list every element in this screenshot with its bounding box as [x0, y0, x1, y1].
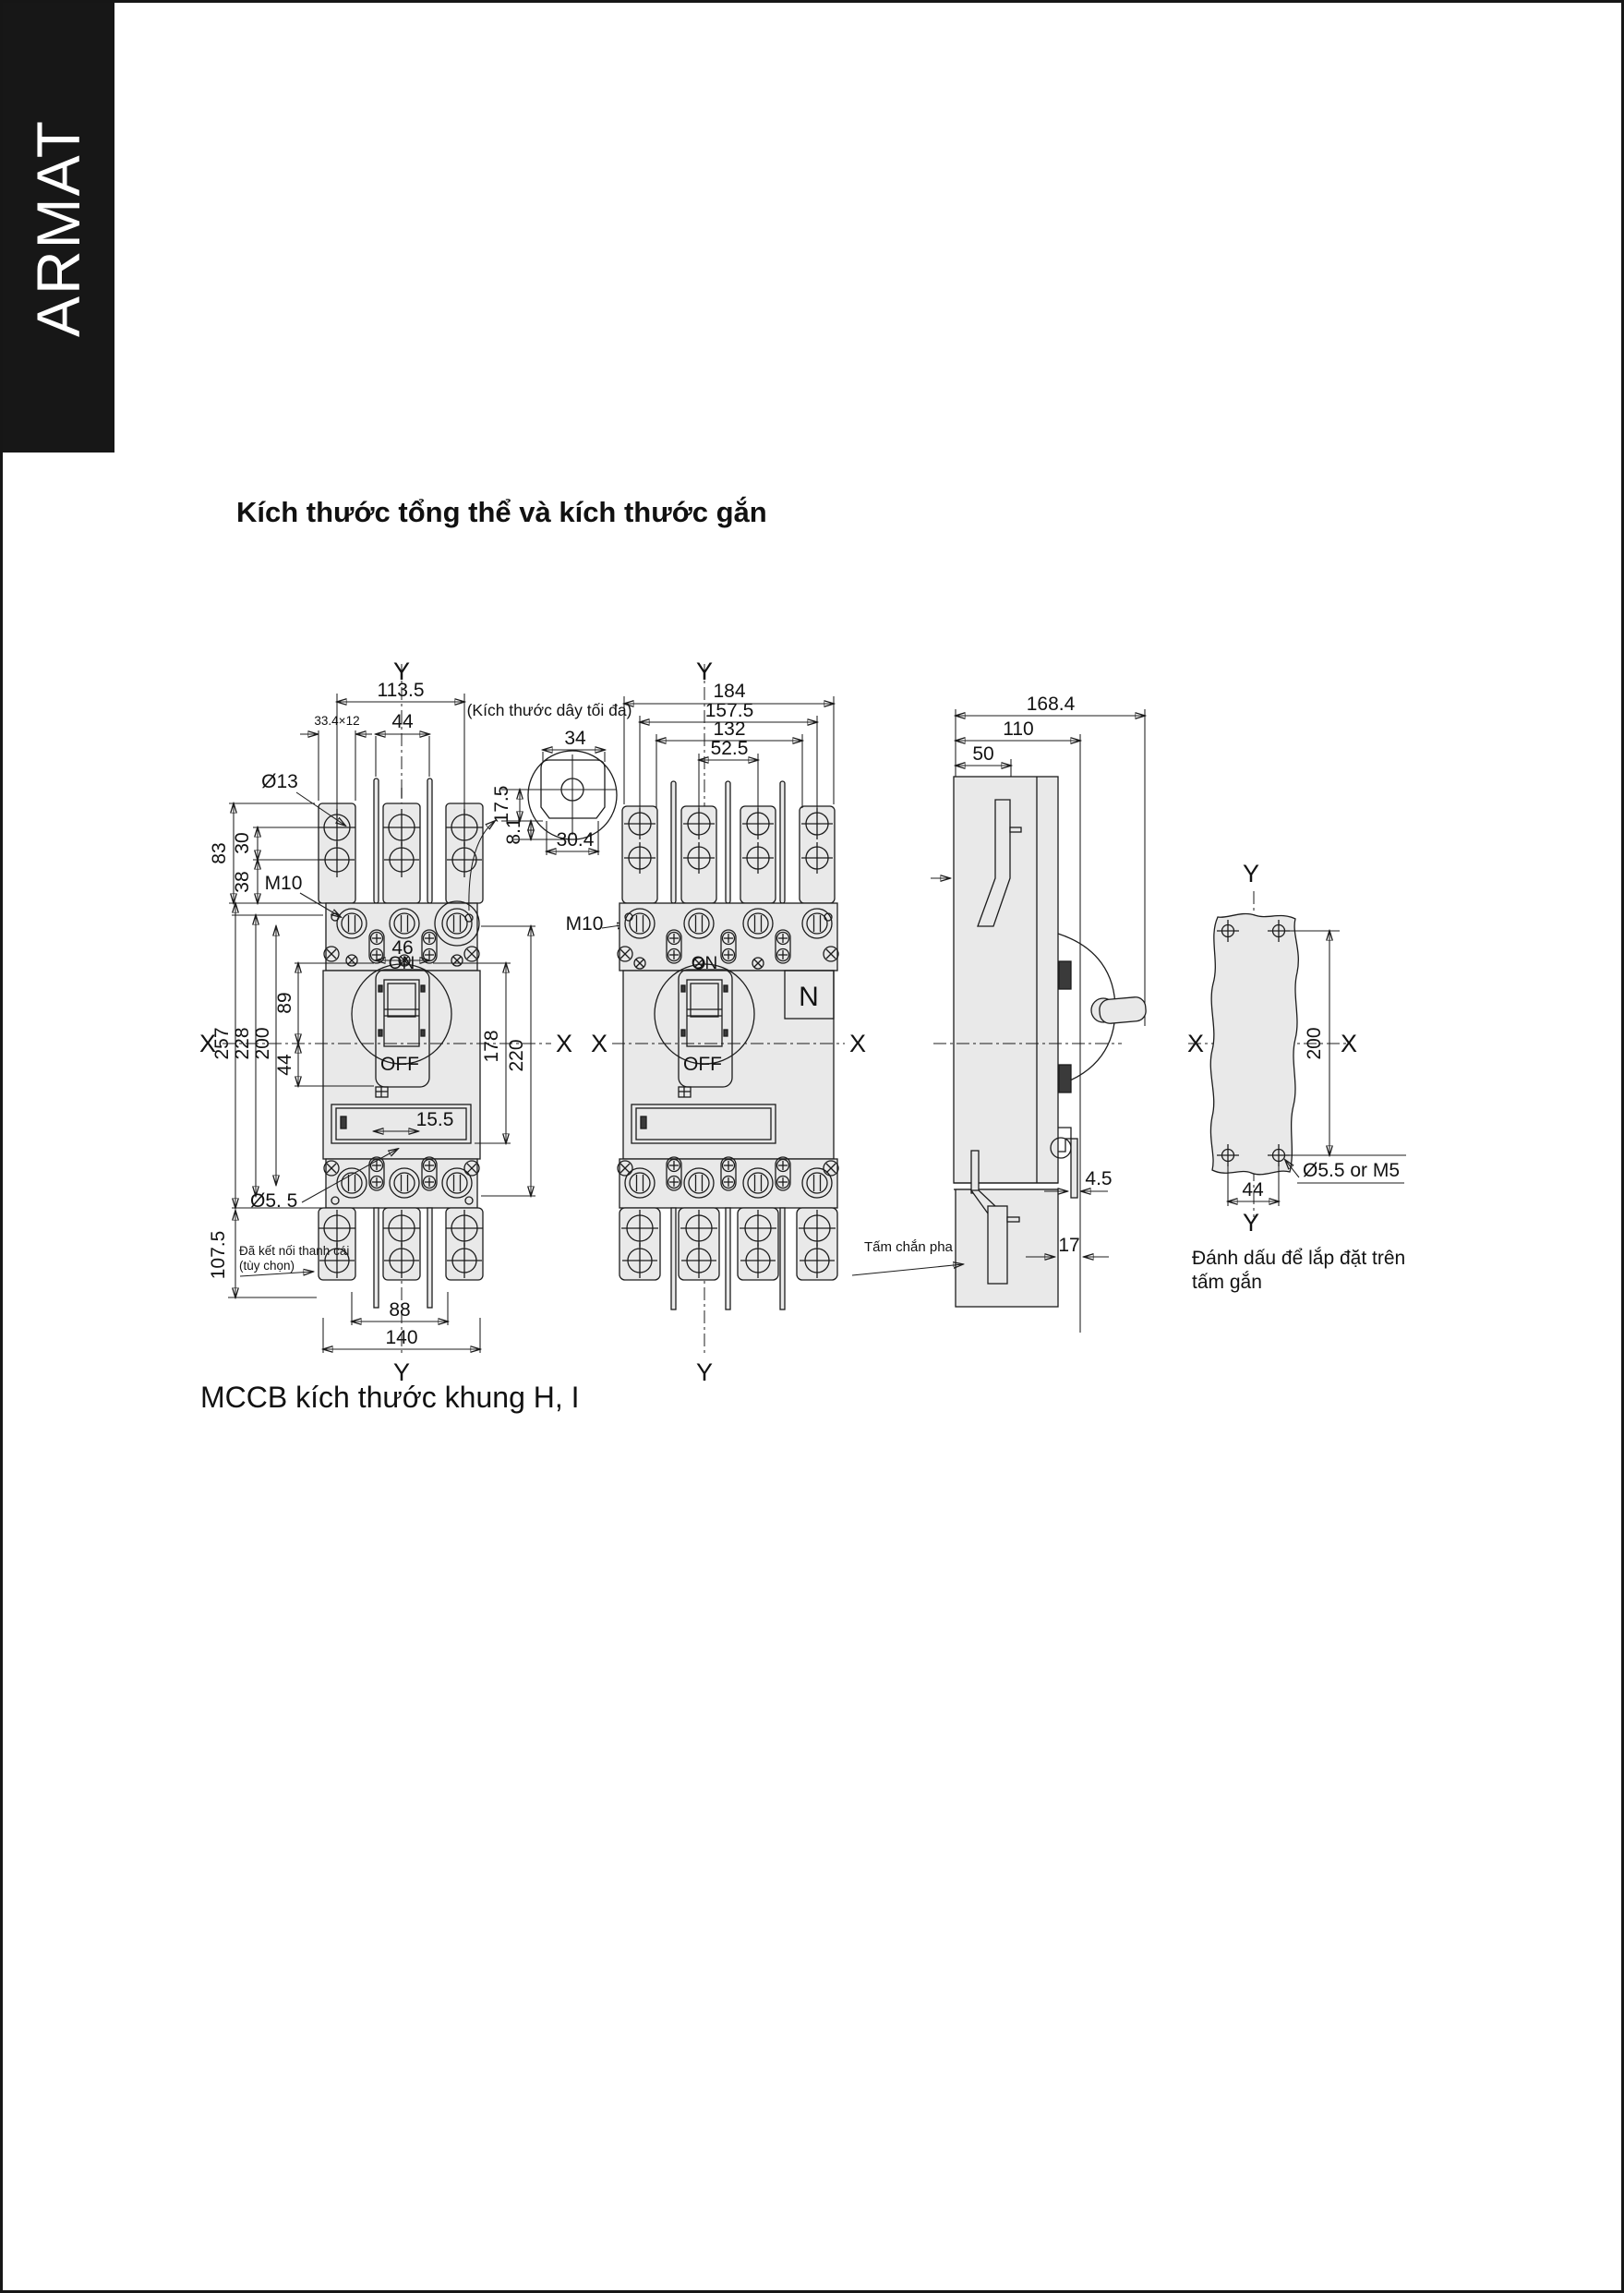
mounting-plate-view: [1187, 860, 1406, 1293]
dim-220: 220: [506, 1039, 527, 1072]
dim-17: 17: [1058, 1235, 1080, 1256]
on-label: ON: [691, 954, 718, 973]
dim-46: 46: [391, 937, 414, 959]
mounting-plate: [1210, 913, 1298, 1174]
on-label: ON: [388, 954, 415, 973]
handle-side: [1099, 996, 1147, 1024]
dim-38: 38: [232, 871, 253, 893]
dim-lug-section: 33.4×12: [314, 714, 360, 728]
bottom-terminal-strip: [618, 1157, 838, 1208]
dim-89: 89: [274, 992, 295, 1014]
phase-barrier-rod: [726, 781, 730, 903]
dim-34: 34: [564, 728, 586, 749]
phase-barrier-rod: [671, 1208, 676, 1309]
axis-x-left: X: [1186, 1030, 1205, 1057]
dim-o13: Ø13: [261, 771, 298, 792]
top-lug: [319, 803, 355, 903]
phase-barrier-plate: [1071, 1139, 1077, 1198]
dim-178: 178: [481, 1030, 502, 1063]
axis-y-bottom: Y: [392, 1358, 411, 1386]
dim-157-5: 157.5: [704, 700, 754, 721]
neutral-label: N: [799, 982, 819, 1012]
wire-detail-label: (Kích thước dây tối đa): [466, 701, 632, 719]
axis-y-top: Y: [695, 658, 714, 685]
bottom-lug-side: [988, 1206, 1007, 1284]
phase-barrier-rod: [374, 778, 379, 903]
dim-17-5: 17.5: [491, 785, 512, 824]
axis-x-left: X: [198, 1030, 217, 1057]
bottom-lug: [797, 1208, 837, 1280]
dim-200: 200: [252, 1027, 273, 1060]
phase-barrier-rod: [374, 1208, 379, 1308]
dim-44-plate: 44: [1242, 1179, 1264, 1201]
dim-228: 228: [232, 1027, 253, 1060]
axis-y-top: Y: [1242, 860, 1260, 887]
phase-barrier-rod: [671, 781, 676, 903]
dim-257: 257: [211, 1027, 233, 1060]
axis-x-left: X: [590, 1030, 608, 1057]
top-lug: [681, 806, 716, 903]
axis-x-right: X: [848, 1030, 867, 1057]
brand-logo: ARMAT: [24, 118, 93, 337]
dim-o5-5: Ø5. 5: [250, 1190, 298, 1212]
axis-x-right: X: [1340, 1030, 1358, 1057]
bottom-lug: [679, 1208, 719, 1280]
dim-52-5: 52.5: [710, 738, 749, 759]
phase-barrier-rod: [780, 1208, 785, 1309]
side-view: [852, 694, 1147, 1333]
dim-m10: M10: [264, 873, 303, 894]
frame-caption: MCCB kích thước khung H, I: [200, 1381, 580, 1414]
dim-44-handle: 44: [274, 1054, 295, 1076]
bottom-terminal-strip: [324, 1157, 479, 1208]
front-view-3p: [199, 658, 572, 1386]
top-terminal-strip: [618, 903, 838, 971]
phase-barrier-rod: [427, 778, 432, 903]
dim-30-4: 30.4: [556, 829, 595, 851]
off-label: OFF: [683, 1054, 722, 1075]
phase-barrier-rod: [427, 1208, 432, 1308]
plate-caption-line2: tấm gắn: [1192, 1272, 1262, 1293]
top-lug: [383, 803, 420, 903]
top-lug: [446, 803, 483, 903]
dim-83: 83: [209, 842, 230, 864]
dim-m10-4p: M10: [565, 913, 604, 935]
dim-107-5: 107.5: [208, 1230, 229, 1280]
dim-184: 184: [713, 681, 746, 702]
dim-140: 140: [385, 1327, 418, 1348]
din-hook: [1058, 1128, 1071, 1152]
axis-x-right: X: [555, 1030, 573, 1057]
busbar-note-line2: (tùy chọn): [239, 1259, 295, 1273]
bottom-lug: [738, 1208, 778, 1280]
top-lug: [622, 806, 657, 903]
bottom-lug: [383, 1208, 420, 1280]
dim-44-top: 44: [391, 711, 414, 732]
front-view-4p: [591, 658, 866, 1386]
axis-y-bottom: Y: [1242, 1209, 1260, 1237]
dim-132: 132: [713, 718, 746, 740]
phase-barrier-rod: [780, 781, 785, 903]
dim-110: 110: [1003, 718, 1034, 740]
dim-168-4: 168.4: [1026, 694, 1076, 715]
phase-barrier-rod: [726, 1208, 730, 1309]
bottom-lug: [446, 1208, 483, 1280]
bottom-lug: [620, 1208, 660, 1280]
plate-caption-line1: Đánh dấu để lắp đặt trên: [1192, 1248, 1406, 1269]
dim-113-5: 113.5: [377, 680, 425, 701]
dim-hole-spec: Ø5.5 or M5: [1303, 1160, 1401, 1181]
dim-88: 88: [389, 1299, 411, 1321]
dim-8-1: 8.1: [503, 817, 524, 845]
top-lug: [740, 806, 776, 903]
dim-4-5: 4.5: [1085, 1168, 1113, 1189]
technical-drawing: [3, 3, 1624, 2293]
dim-50: 50: [972, 743, 994, 765]
dim-30: 30: [232, 832, 253, 854]
busbar-note-line1: Đã kết nối thanh cái: [239, 1244, 350, 1258]
top-lug: [800, 806, 835, 903]
axis-y-bottom: Y: [695, 1358, 714, 1386]
phase-barrier-note: Tấm chắn pha: [864, 1239, 953, 1255]
dim-200-plate: 200: [1304, 1027, 1325, 1060]
page-title: Kích thước tổng thể và kích thước gắn: [236, 496, 767, 528]
dim-15-5: 15.5: [415, 1109, 454, 1130]
axis-y-top: Y: [392, 658, 411, 685]
wire-detail: [467, 701, 632, 935]
off-label: OFF: [380, 1054, 419, 1075]
